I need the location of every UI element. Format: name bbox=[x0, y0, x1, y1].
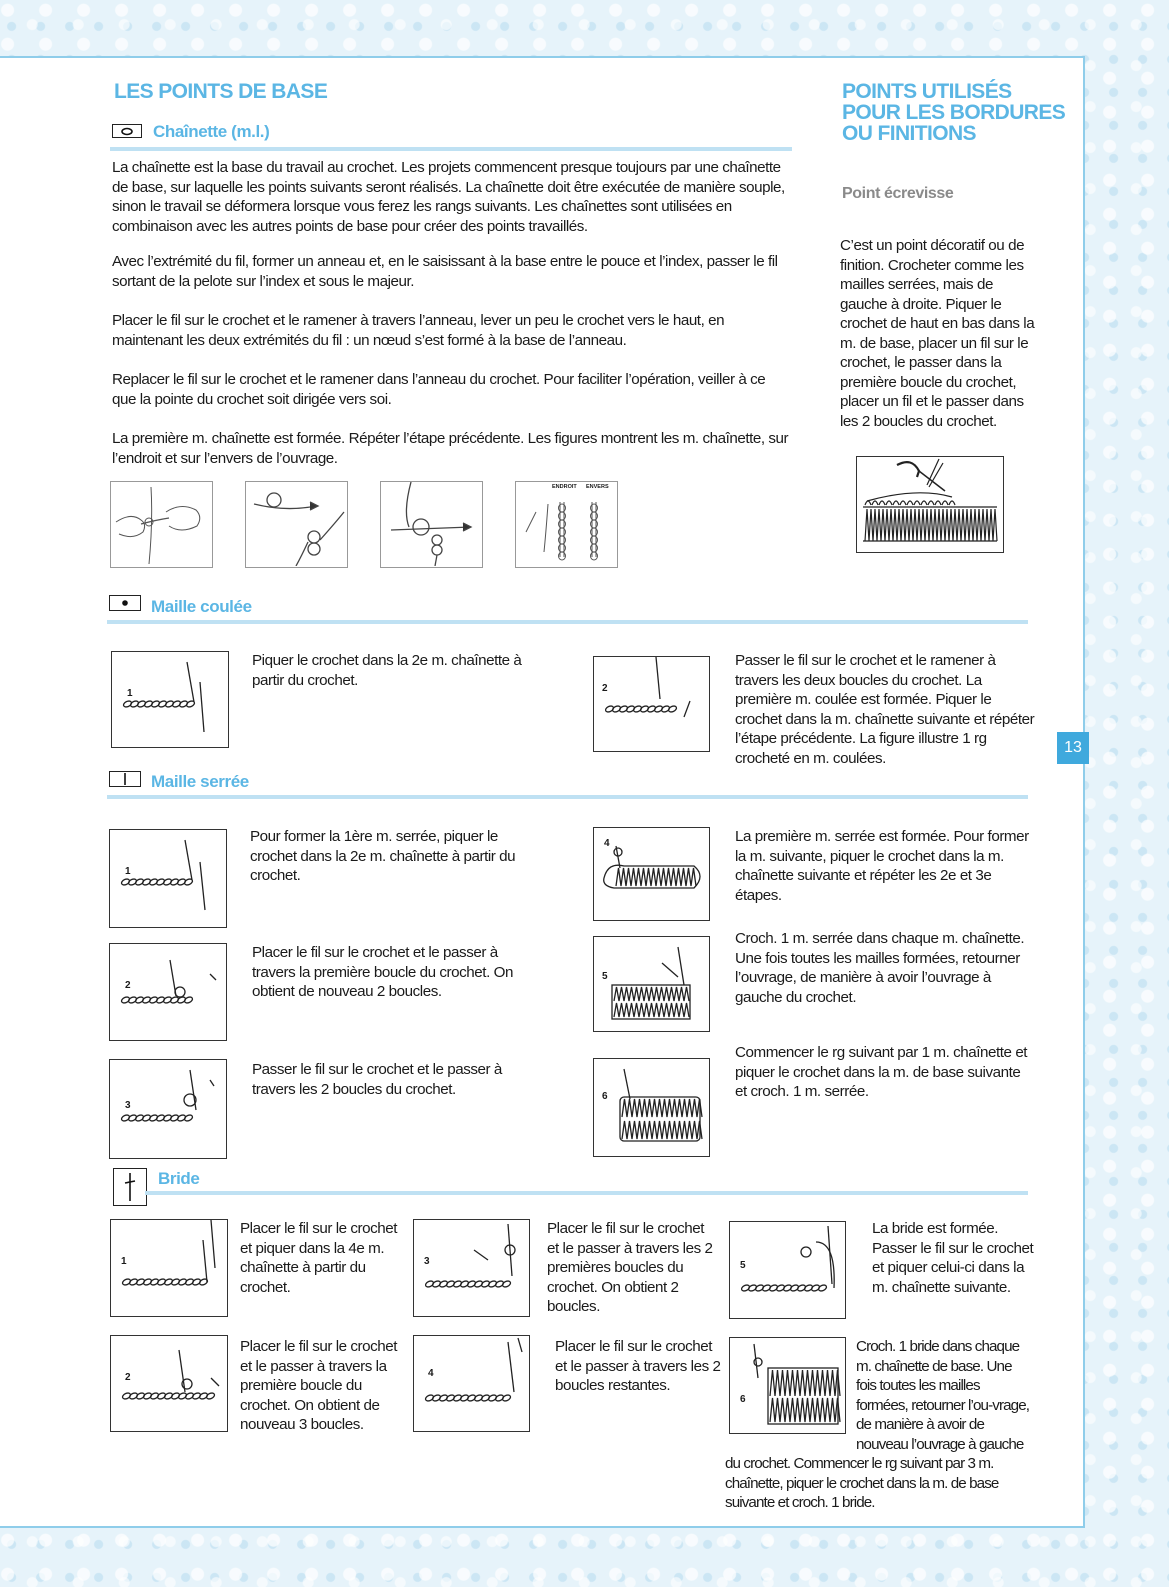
bride-figure-2 bbox=[110, 1335, 228, 1432]
chainette-figure-knot bbox=[380, 481, 483, 568]
side-title-line: POINTS UTILISÉS bbox=[842, 80, 1012, 103]
section-rule bbox=[107, 795, 1028, 799]
step-number: 5 bbox=[602, 971, 608, 982]
maille-coulee-figure-2 bbox=[593, 656, 710, 752]
ecrevisse-figure bbox=[856, 456, 1004, 553]
step-number: 2 bbox=[125, 1372, 131, 1383]
chainette-paragraph: Replacer le fil sur le crochet et le ramener dans l’anneau du crochet. Pour faciliter l’opération, veiller à ce que la pointe du crochet soit dirigée vers soi. bbox=[112, 371, 766, 408]
chainette-paragraph: Avec l’extrémité du fil, former un anneau et, en le saisissant à la base entre le pouce et l’index, passer le fil sortant de la pelote sur l’index et sous le majeur. bbox=[112, 253, 778, 290]
step-number: 3 bbox=[125, 1100, 131, 1111]
maille-coulee-title: Maille coulée bbox=[151, 597, 252, 616]
bride-figure-3 bbox=[413, 1219, 530, 1317]
bride-step-4: Placer le fil sur le crochet et le passer à travers les 2 boucles restantes. bbox=[555, 1338, 721, 1394]
single-crochet-symbol-icon bbox=[109, 771, 141, 787]
step-number: 1 bbox=[127, 688, 133, 699]
maille-serree-figure-6 bbox=[593, 1058, 710, 1157]
bride-figure-4 bbox=[413, 1335, 530, 1432]
section-rule bbox=[110, 147, 792, 151]
ecrevisse-text: C’est un point décoratif ou de finition. Crocheter comme les mailles serrées, mais de gauche à droite. Piquer le crochet de haut en bas dans la m. de base, placer un fil sur le crochet, le passer dans la première boucle du crochet, placer un fil et le passer dans les 2 boucles du crochet. bbox=[840, 237, 1035, 430]
ecrevisse-title: Point écrevisse bbox=[842, 185, 954, 202]
maille-serree-figure-1 bbox=[109, 829, 227, 928]
maille-serree-step-6: Commencer le rg suivant par 1 m. chaînette et piquer le crochet dans la m. de base suivante et croch. 1 m. serrée. bbox=[735, 1044, 1028, 1100]
side-title bbox=[842, 81, 1072, 144]
bride-step-6-continued: du crochet. Commencer le rg suivant par 3 m. chaînette, piquer le crochet dans la m. de base suivante et croch. 1 bride. bbox=[725, 1455, 999, 1511]
maille-coulee-figure-1 bbox=[111, 651, 229, 748]
side-title-line: OU FINITIONS bbox=[842, 122, 976, 145]
step-number: 5 bbox=[740, 1260, 746, 1271]
maille-serree-title: Maille serrée bbox=[151, 772, 249, 791]
bride-step-1: Placer le fil sur le crochet et piquer dans la 4e m. chaînette à partir du crochet. bbox=[240, 1220, 398, 1296]
maille-serree-figure-5 bbox=[593, 936, 710, 1032]
bride-figure-6 bbox=[729, 1337, 846, 1434]
step-number: 4 bbox=[428, 1368, 434, 1379]
bride-step-3: Placer le fil sur le crochet et le passer à travers les 2 premières boucles du crochet. On obtient 2 boucles. bbox=[547, 1220, 713, 1315]
step-number: 1 bbox=[125, 866, 131, 877]
endroit-label: ENDROIT bbox=[552, 484, 577, 490]
bride-title: Bride bbox=[158, 1169, 200, 1188]
maille-coulee-step-2: Passer le fil sur le crochet et le ramener à travers les deux boucles du crochet. La première m. coulée est formée. Piquer le crochet dans la m. chaînette suivante et répéter l’étape précédente. La figure illustre 1 rg crocheté en m. coulées. bbox=[735, 652, 1035, 767]
step-number: 1 bbox=[121, 1256, 127, 1267]
step-number: 2 bbox=[602, 683, 608, 694]
step-number: 2 bbox=[125, 980, 131, 991]
maille-serree-figure-3 bbox=[109, 1059, 227, 1159]
chainette-paragraph: La première m. chaînette est formée. Répéter l’étape précédente. Les figures montrent les m. chaînette, sur l’endroit et sur l’envers de l’ouvrage. bbox=[112, 430, 789, 467]
chainette-figure-endroit-envers bbox=[515, 481, 618, 568]
section-rule bbox=[107, 620, 1028, 624]
step-number: 6 bbox=[602, 1091, 608, 1102]
maille-serree-step-3: Passer le fil sur le crochet et le passer à travers les 2 boucles du crochet. bbox=[252, 1061, 502, 1098]
page-number: 13 bbox=[1057, 732, 1089, 764]
bride-step-2: Placer le fil sur le crochet et le passer à travers la première boucle du crochet. On obtient de nouveau 3 boucles. bbox=[240, 1338, 398, 1433]
chain-symbol-icon bbox=[112, 124, 142, 138]
bride-figure-5 bbox=[729, 1221, 846, 1319]
side-title-line: POUR LES BORDURES bbox=[842, 101, 1066, 124]
chainette-figure-hands bbox=[110, 481, 213, 568]
chainette-paragraph: Placer le fil sur le crochet et le ramener à travers l’anneau, lever un peu le crochet vers le haut, en maintenant les deux extrémités du fil : un nœud s’est formé à la base de l’anneau. bbox=[112, 312, 725, 349]
section-rule bbox=[145, 1191, 1028, 1195]
main-title: LES POINTS DE BASE bbox=[114, 80, 328, 103]
envers-label: ENVERS bbox=[586, 484, 609, 490]
step-number: 6 bbox=[740, 1394, 746, 1405]
maille-serree-step-2: Placer le fil sur le crochet et le passer à travers la première boucle du crochet. On obtient de nouveau 2 boucles. bbox=[252, 944, 513, 1000]
bride-step-5: La bride est formée. Passer le fil sur le crochet et piquer celui-ci dans la m. chaînette suivante. bbox=[872, 1220, 1034, 1296]
slip-stitch-symbol-icon bbox=[109, 595, 141, 611]
maille-serree-step-1: Pour former la 1ère m. serrée, piquer le crochet dans la 2e m. chaînette à partir du crochet. bbox=[250, 828, 516, 884]
chainette-figure-loop bbox=[245, 481, 348, 568]
bride-figure-1 bbox=[110, 1219, 228, 1317]
maille-serree-step-4: La première m. serrée est formée. Pour former la m. suivante, piquer le crochet dans la m. chaînette suivante et répéter les 2e et 3e étapes. bbox=[735, 828, 1029, 904]
bride-step-6: Croch. 1 bride dans chaque m. chaînette de base. Une fois toutes les mailles formées, retourner l’ou-vrage, de manière à avoir de nouveau l’ouvrage à gauche bbox=[856, 1338, 1030, 1453]
step-number: 3 bbox=[424, 1256, 430, 1267]
chainette-title: Chaînette (m.l.) bbox=[153, 122, 270, 141]
double-crochet-symbol-icon bbox=[113, 1168, 147, 1206]
step-number: 4 bbox=[604, 838, 610, 849]
maille-coulee-step-1: Piquer le crochet dans la 2e m. chaînette à partir du crochet. bbox=[252, 652, 522, 689]
maille-serree-step-5: Croch. 1 m. serrée dans chaque m. chaînette. Une fois toutes les mailles formées, retourner l’ouvrage, de manière à avoir l’ouvrage à gauche du crochet. bbox=[735, 930, 1025, 1006]
maille-serree-figure-2 bbox=[109, 943, 227, 1041]
maille-serree-figure-4 bbox=[593, 827, 710, 921]
chainette-paragraph: La chaînette est la base du travail au crochet. Les projets commencent presque toujours par une chaînette de base, sur laquelle les points suivants seront réalisés. La chaînette doit être exécutée de manière souple, sinon le travail se déformera lorsque vous ferez les rangs suivants. Les chaînettes sont utilisées en combinaison avec les autres points de base pour créer des points travaillés. bbox=[112, 159, 785, 235]
